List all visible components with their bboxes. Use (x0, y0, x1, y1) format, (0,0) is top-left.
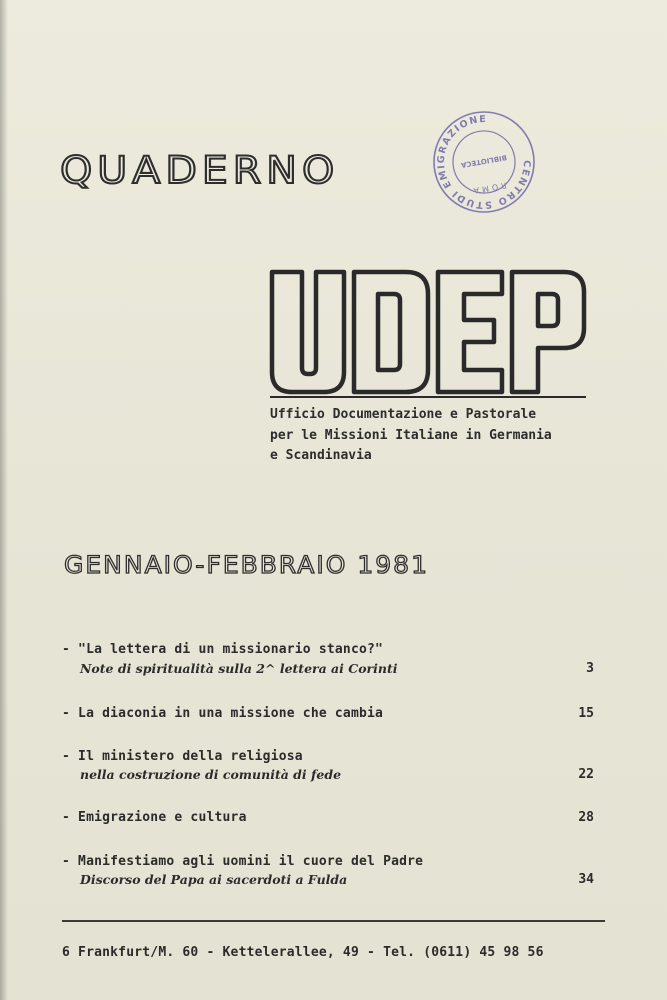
toc-entry-page: 3 (586, 661, 594, 676)
library-stamp (430, 108, 538, 216)
toc-entry-title: - Manifestiamo agli uomini il cuore del Padre (62, 854, 424, 869)
page-edge-shadow (0, 0, 8, 1000)
issue-date: GENNAIO-FEBBRAIO 1981 (64, 551, 429, 579)
organization-line: e Scandinavia (270, 448, 372, 463)
toc-entry-page: 22 (578, 767, 594, 782)
toc-entry-page: 28 (578, 810, 594, 825)
logo-letter-d (354, 272, 428, 392)
toc-entry-page: 15 (578, 706, 594, 721)
organization-line: Ufficio Documentazione e Pastorale (270, 407, 537, 422)
footer-divider (62, 920, 605, 922)
toc-entry-title: - Emigrazione e cultura (62, 810, 247, 825)
stamp-center-text: BIBLIOTECA (460, 153, 508, 169)
toc-entry-subtitle: Discorso del Papa ai sacerdoti a Fulda (80, 872, 348, 887)
toc-entry-page: 34 (578, 872, 594, 887)
udep-logo (266, 268, 590, 400)
organization-name (270, 405, 552, 467)
series-title: QUADERNO (60, 148, 340, 193)
toc-entry-title: - Il ministero della religiosa (62, 749, 303, 764)
stamp-top-text: ROMA (469, 180, 508, 196)
toc-entry-title: - La diaconia in una missione che cambia (62, 706, 384, 721)
logo-letter-p (512, 272, 584, 392)
toc-entry-subtitle: nella costruzione di comunità di fede (80, 767, 342, 782)
stamp-ring-text: CENTRO STUDI EMIGRAZIONE (435, 113, 533, 211)
footer-address: 6 Frankfurt/M. 60 - Kettelerallee, 49 - Tel. (0611) 45 98 56 (62, 945, 544, 960)
logo-letter-e (438, 272, 502, 392)
toc-entry-subtitle: Note di spiritualità sulla 2^ lettera ai Corinti (80, 661, 398, 676)
toc-entry-title: - "La lettera di un missionario stanco?" (62, 642, 384, 657)
logo-letter-u (272, 272, 344, 392)
organization-line: per le Missioni Italiane in Germania (270, 427, 552, 443)
